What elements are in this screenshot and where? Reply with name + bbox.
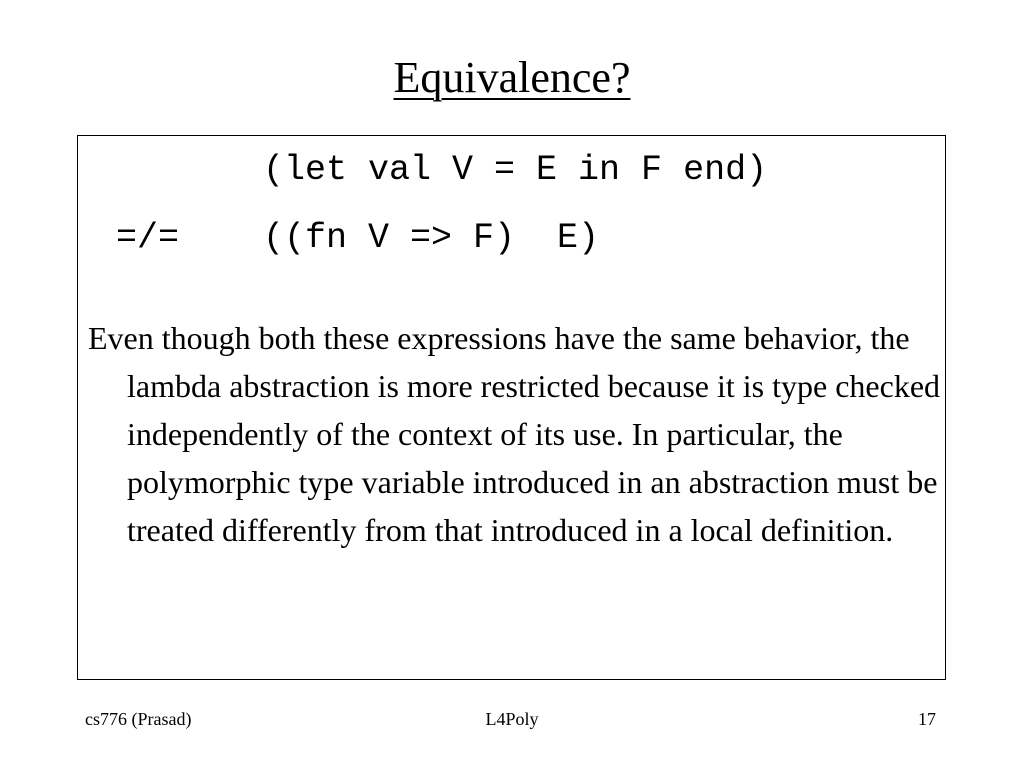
code-fn-expression-row: [116, 218, 599, 258]
content-box: [77, 135, 946, 680]
code-fn-expression: ((fn V => F) E): [263, 218, 600, 258]
footer-page-number: 17: [918, 709, 936, 729]
footer-topic: L4Poly: [485, 709, 539, 729]
slide-title: Equivalence?: [393, 53, 631, 102]
explanation-text: Even though both these expressions have the same behavior, the lambda abstraction is more restricted because it is type checked independently of the context of its use. In particular, the polymorphic type variable introduced in an abstraction must be treated differently from that introduced in a local definition.: [88, 320, 941, 548]
footer-course: cs776 (Prasad): [85, 709, 192, 729]
code-let-expression: (let val V = E in F end): [263, 150, 768, 190]
code-not-equal-operator: =/=: [116, 218, 180, 258]
